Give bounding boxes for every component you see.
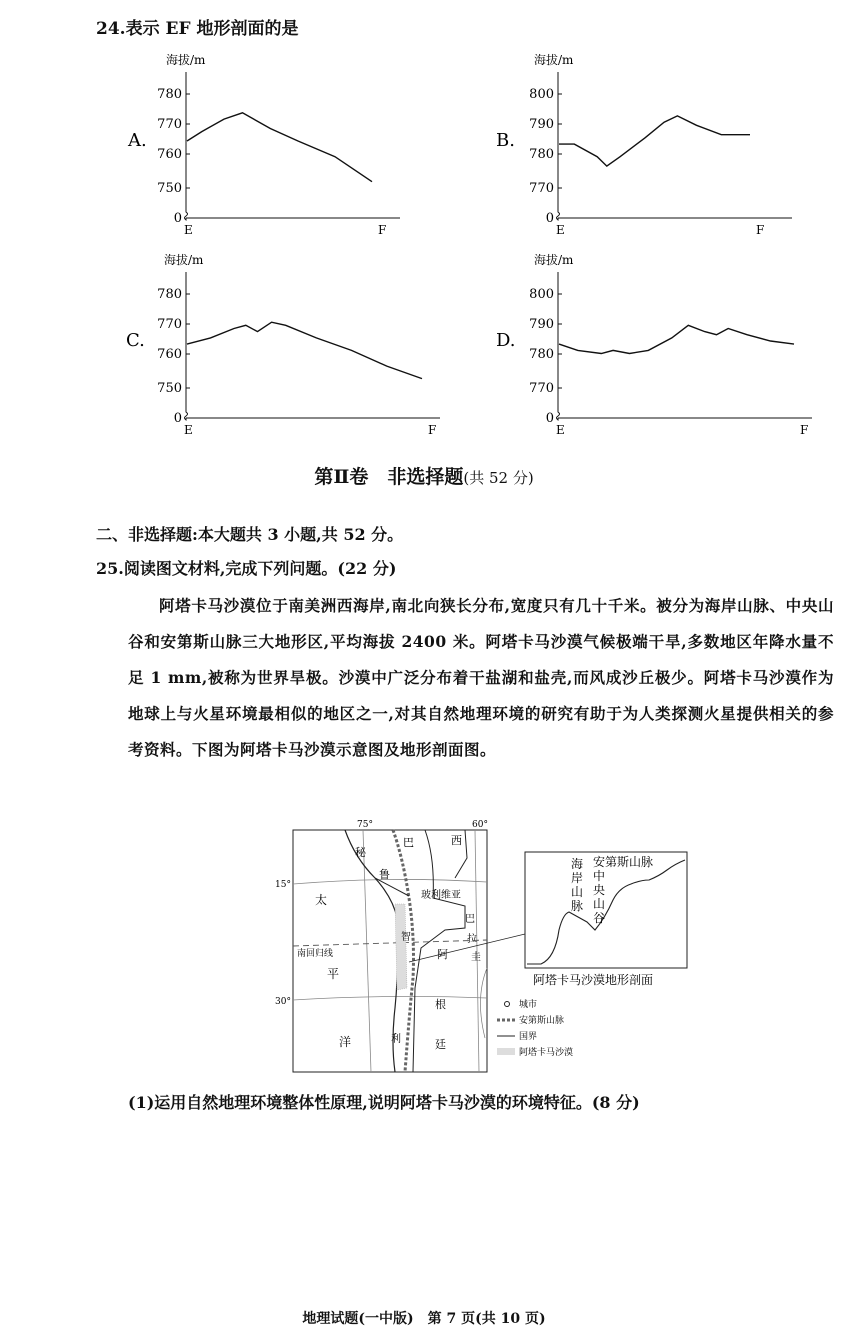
axis-group [157, 72, 400, 237]
start-label: E [556, 223, 565, 237]
country-label: 根 [435, 998, 446, 1011]
section-title [0, 462, 848, 489]
y-axis-label: 海拔/m [534, 253, 574, 267]
y-tick-label: 780 [157, 287, 182, 302]
inset-label: 海岸山脉 [571, 857, 584, 913]
y-tick-label: 780 [529, 347, 554, 362]
y-tick-label: 780 [529, 147, 554, 162]
country-label: 玻利维亚 [421, 890, 461, 901]
legend-item: 国界 [519, 1032, 538, 1042]
country-label: 圭 [471, 952, 481, 963]
axis-group [157, 272, 440, 437]
start-label: E [184, 423, 193, 437]
option-label: B. [496, 130, 515, 151]
end-label: F [428, 423, 437, 437]
ocean-label: 太 [315, 893, 328, 907]
country-label: 利 [391, 1034, 401, 1045]
country-label: 秘 [355, 846, 366, 859]
profile-chart-a [120, 48, 400, 238]
legend-item: 安第斯山脉 [519, 1016, 565, 1026]
y-axis-label: 海拔/m [164, 253, 204, 267]
y-tick-label: 770 [529, 181, 554, 196]
page-footer: 地理试题(一中版) 第 7 页(共 10 页) [302, 1311, 546, 1327]
inset-label-andes: 安第斯山脉 [593, 855, 654, 869]
inset-label-valley [593, 868, 605, 925]
atacama-map-figure [275, 818, 715, 1078]
y-tick-label: 770 [529, 381, 554, 396]
country-label: 廷 [435, 1038, 446, 1051]
y-tick-label: 780 [157, 87, 182, 102]
profile-curve [559, 325, 794, 353]
axis-group [529, 272, 812, 437]
country-label: 巴 [465, 914, 475, 925]
option-label: D. [496, 330, 516, 351]
profile-curve [187, 322, 422, 378]
profile-chart-b [492, 48, 792, 238]
profile-curve [559, 116, 750, 166]
ocean-label: 洋 [339, 1035, 352, 1049]
part-heading: 二、非选择题:本大题共 3 小题,共 52 分。 [96, 525, 404, 544]
lat-label: 30° [275, 997, 291, 1007]
y-tick-label: 760 [157, 347, 182, 362]
profile-curve [187, 113, 372, 182]
y-tick-label: 790 [529, 117, 554, 132]
profile-chart-c [120, 248, 440, 438]
lon-label: 75° [357, 820, 373, 830]
legend-city-symbol [505, 1002, 510, 1007]
legend-item: 城市 [519, 1000, 538, 1010]
end-label: F [800, 423, 809, 437]
start-label: E [184, 223, 193, 237]
y-tick-label: 750 [157, 381, 182, 396]
inset-label-coast [571, 857, 583, 913]
y-tick-label: 760 [157, 147, 182, 162]
desert-area [395, 904, 407, 990]
lon-label: 60° [472, 820, 488, 830]
country-label: 西 [451, 834, 462, 847]
country-label: 巴 [403, 836, 414, 849]
lat-label: 15° [275, 880, 291, 890]
y-tick-label: 800 [529, 287, 554, 302]
start-label: E [556, 423, 565, 437]
y-tick-label: 0 [173, 211, 182, 226]
y-tick-label: 770 [157, 117, 182, 132]
tropic-label: 南回归线 [297, 949, 334, 959]
section-title-text: 第Ⅱ卷 非选择题 [314, 466, 464, 488]
end-label: F [378, 223, 387, 237]
y-tick-label: 770 [157, 317, 182, 332]
country-label: 拉 [467, 934, 477, 945]
y-tick-label: 790 [529, 317, 554, 332]
end-label: F [756, 223, 765, 237]
option-label: C. [126, 330, 145, 351]
legend-item: 阿塔卡马沙漠 [519, 1048, 574, 1058]
inset-caption: 阿塔卡马沙漠地形剖面 [533, 973, 654, 987]
axis-group [529, 72, 792, 237]
profile-chart-d [492, 248, 812, 438]
inset-label: 中央山谷 [593, 869, 606, 925]
ocean-label: 平 [327, 967, 340, 981]
y-axis-label: 海拔/m [534, 53, 574, 67]
profile-inset-frame [525, 852, 687, 968]
legend-desert-symbol [497, 1048, 515, 1055]
question-25: 25.阅读图文材料,完成下列问题。(22 分) [96, 559, 397, 578]
material-paragraph: 阿塔卡马沙漠位于南美洲西海岸,南北向狭长分布,宽度只有几十千米。被分为海岸山脉、中央山谷和安第斯山脉三大地形区,平均海拔 2400 米。阿塔卡马沙漠气候极端干旱,多数地区年降水量不足 1 mm,被称为世界旱极。沙漠中广泛分布着干盐湖和盐壳,而风成沙丘极少。阿塔卡马沙漠作为地球上与火星环境最相似的地区之一,对其自然地理环境的研究有助于为人类探测火星提供相关的参考资料。下图为阿塔卡马沙漠示意图及地形剖面图。 [128, 596, 834, 759]
y-tick-label: 0 [545, 211, 554, 226]
country-label: 阿 [437, 948, 448, 961]
question-24: 24.表示 EF 地形剖面的是 [96, 19, 299, 39]
country-label: 鲁 [379, 868, 390, 881]
option-label: A. [128, 130, 147, 151]
y-tick-label: 0 [173, 411, 182, 426]
sub-question-1: (1)运用自然地理环境整体性原理,说明阿塔卡马沙漠的环境特征。(8 分) [128, 1093, 640, 1112]
y-axis-label: 海拔/m [166, 53, 206, 67]
y-tick-label: 800 [529, 87, 554, 102]
section-points: (共 52 分) [463, 469, 534, 487]
country-label: 智 [401, 932, 411, 943]
y-tick-label: 0 [545, 411, 554, 426]
y-tick-label: 750 [157, 181, 182, 196]
